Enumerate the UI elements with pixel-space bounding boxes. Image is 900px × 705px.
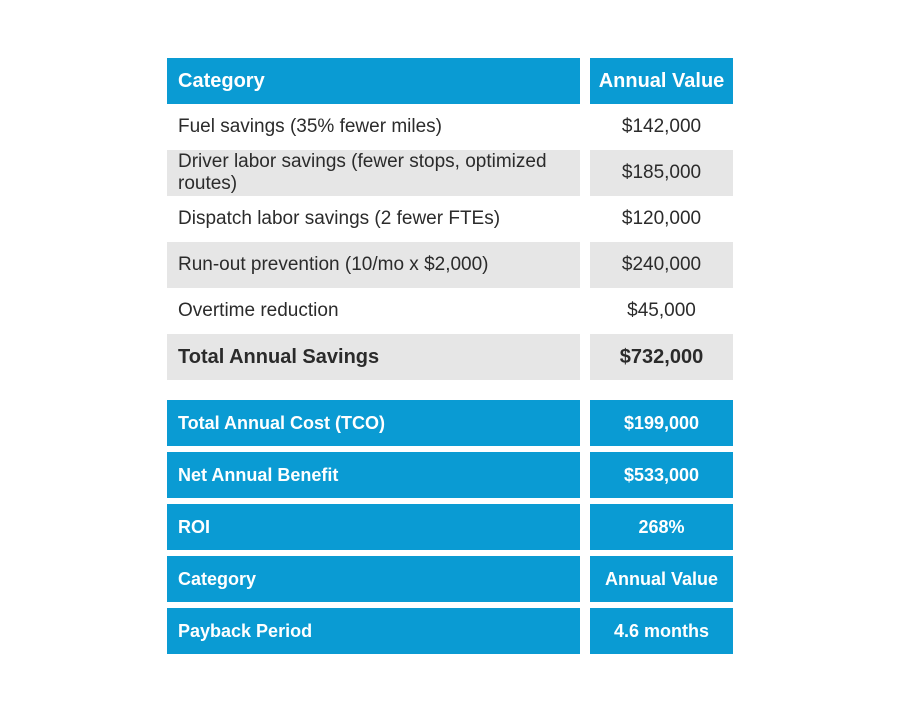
summary-label: Net Annual Benefit [167, 452, 580, 498]
summary-value: 4.6 months [590, 608, 733, 654]
row-value: $142,000 [590, 104, 733, 150]
header-annual-value: Annual Value [590, 58, 733, 104]
row-category: Fuel savings (35% fewer miles) [167, 104, 580, 150]
summary-value: $199,000 [590, 400, 733, 446]
section-gap [167, 380, 733, 400]
total-savings-row [167, 334, 733, 380]
row-value: $45,000 [590, 288, 733, 334]
summary-row-roi [167, 504, 733, 550]
summary-label: Total Annual Cost (TCO) [167, 400, 580, 446]
row-category: Overtime reduction [167, 288, 580, 334]
summary-row-tco [167, 400, 733, 446]
total-savings-label: Total Annual Savings [167, 334, 580, 380]
summary-row-payback [167, 608, 733, 654]
summary-row-net-benefit [167, 452, 733, 498]
table-header-row [167, 58, 733, 104]
header-category: Category [167, 58, 580, 104]
row-value: $120,000 [590, 196, 733, 242]
table-row [167, 288, 733, 334]
summary-value: Annual Value [590, 556, 733, 602]
summary-label: Category [167, 556, 580, 602]
roi-table [167, 58, 733, 654]
table-row [167, 104, 733, 150]
summary-row-category [167, 556, 733, 602]
total-savings-value: $732,000 [590, 334, 733, 380]
summary-label: Payback Period [167, 608, 580, 654]
summary-value: 268% [590, 504, 733, 550]
table-row [167, 150, 733, 196]
summary-label: ROI [167, 504, 580, 550]
summary-value: $533,000 [590, 452, 733, 498]
table-row [167, 242, 733, 288]
row-value: $240,000 [590, 242, 733, 288]
row-category: Run-out prevention (10/mo x $2,000) [167, 242, 580, 288]
row-category: Driver labor savings (fewer stops, optimized routes) [167, 150, 580, 196]
row-category: Dispatch labor savings (2 fewer FTEs) [167, 196, 580, 242]
row-value: $185,000 [590, 150, 733, 196]
table-row [167, 196, 733, 242]
